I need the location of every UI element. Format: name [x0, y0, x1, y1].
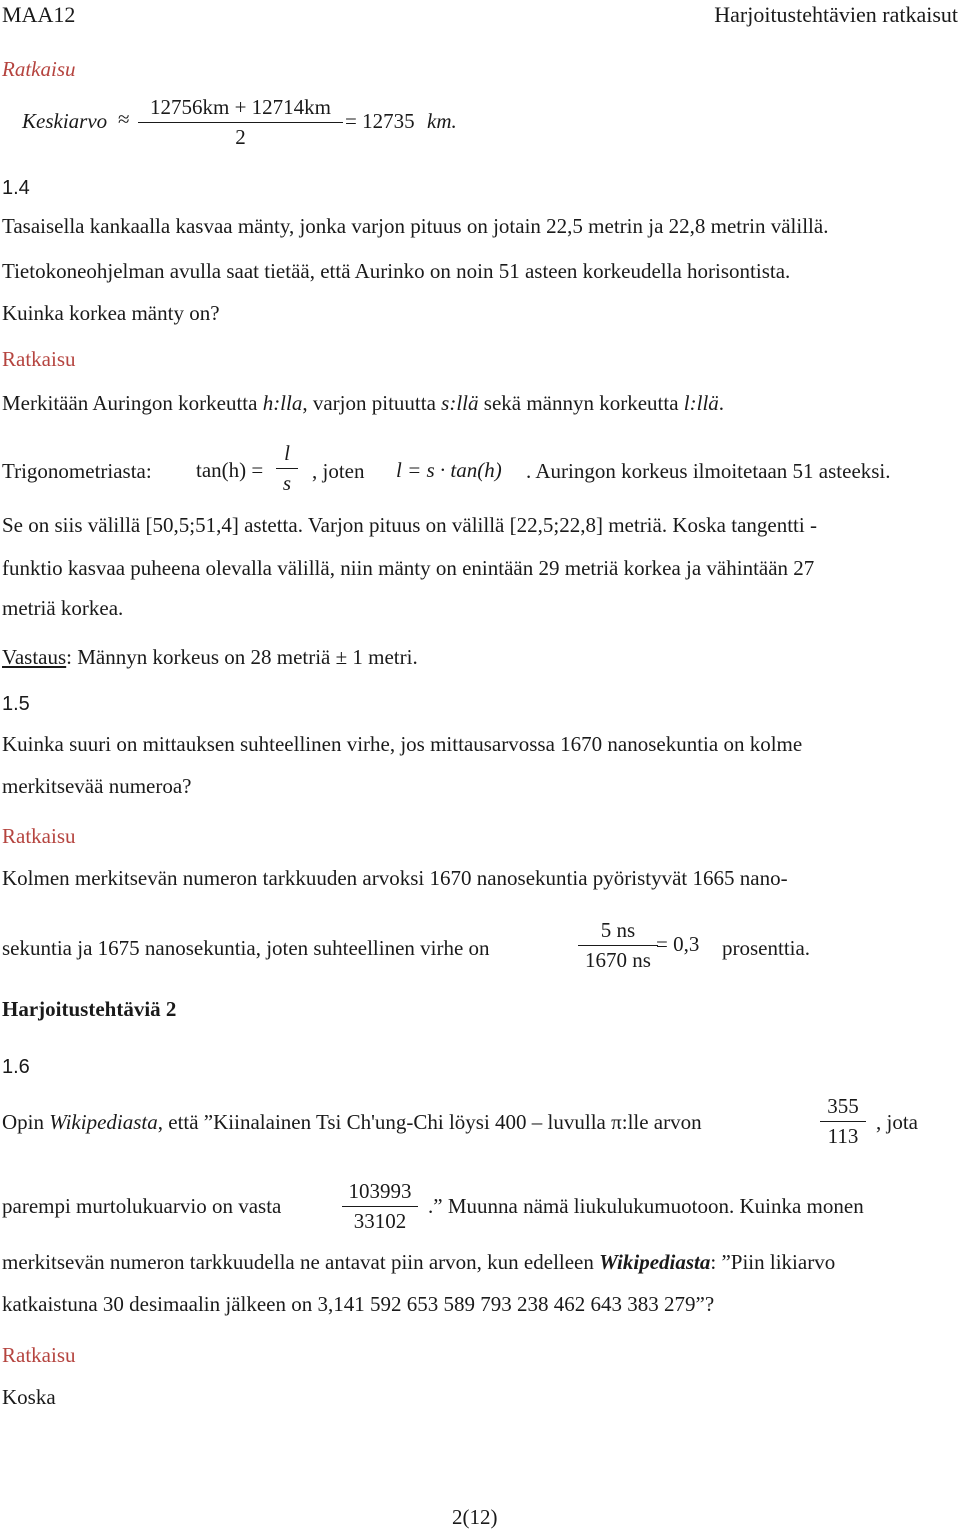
relative-error-result: = 0,3 [656, 932, 700, 956]
trig-label: Trigonometriasta: [2, 459, 152, 483]
mean-unit: km. [427, 109, 457, 133]
question-1-6-line3: merkitsevän numeron tarkkuudella ne antavat piin arvon, kun edelleen Wikipediasta: ”Piin likiarvo [2, 1250, 836, 1274]
ratkaisu-label-3: Ratkaisu [2, 824, 76, 848]
section-heading: Harjoitustehtäviä 2 [2, 997, 177, 1021]
header-right: Harjoitustehtävien ratkaisut [714, 2, 958, 27]
answer-line: Vastaus: Männyn korkeus on 28 metriä ± 1 metri. [2, 645, 418, 669]
question-1-6-line1-tail: , jota [876, 1110, 918, 1134]
relative-error-tail: prosenttia. [722, 936, 811, 960]
pi-fraction-1: 355 113 [820, 1094, 866, 1149]
exercise-number-1-5: 1.5 [2, 693, 30, 715]
question-1-5-line1: Kuinka suuri on mittauksen suhteellinen virhe, jos mittausarvossa 1670 nanosekuntia on kolme [2, 732, 803, 756]
ratkaisu-label-4: Ratkaisu [2, 1343, 76, 1367]
notation-line: Merkitään Auringon korkeutta h:lla, varjon pituutta s:llä sekä männyn korkeutta l:llä. [2, 391, 725, 415]
question-1-6-line2: parempi murtolukuarvio on vasta [2, 1194, 282, 1218]
joten-text: , joten [312, 459, 365, 483]
paragraph-line1: Se on siis välillä [50,5;51,4] astetta. Varjon pituus on välillä [22,5;22,8] metriä. Koska tangentti - [2, 513, 817, 537]
question-1-6-line1: Opin Wikipediasta, että ”Kiinalainen Tsi Ch'ung-Chi löysi 400 – luvulla π:lle arvon [2, 1110, 702, 1134]
question-1-4-line2: Tietokoneohjelman avulla saat tietää, että Aurinko on noin 51 asteen korkeudella horisontista. [2, 259, 791, 283]
approx-symbol: ≈ [118, 107, 130, 131]
header-left: MAA12 [2, 2, 76, 27]
fraction-bar [138, 122, 343, 123]
question-1-6-line4: katkaistuna 30 desimaalin jälkeen on 3,141 592 653 589 793 238 462 643 383 279”? [2, 1292, 715, 1316]
mean-result: = 12735 [345, 109, 415, 133]
relative-error-fraction: 5 ns 1670 ns [578, 918, 658, 973]
pi-fraction-2: 103993 33102 [342, 1179, 418, 1234]
page-number: 2(12) [452, 1505, 498, 1529]
question-1-4-line1: Tasaisella kankaalla kasvaa mänty, jonka varjon pituus on jotain 22,5 metrin ja 22,8 metrin välillä. [2, 214, 829, 238]
question-1-6-line2-tail: .” Muunna nämä liukulukumuotoon. Kuinka monen [428, 1194, 864, 1218]
exercise-number-1-4: 1.4 [2, 177, 30, 199]
ratkaisu-label-1: Ratkaisu [2, 57, 76, 81]
question-1-5-line2: merkitsevää numeroa? [2, 774, 192, 798]
tan-fraction: l s [276, 441, 298, 496]
paragraph-line2: funktio kasvaa puheena olevalla välillä, niin mänty on enintään 29 metriä korkea ja vähintään 27 [2, 556, 815, 580]
paragraph-line3: metriä korkea. [2, 596, 124, 620]
trig-tail: . Auringon korkeus ilmoitetaan 51 asteeksi. [526, 459, 891, 483]
vastaus-label: Vastaus [2, 645, 67, 669]
keskiarvo-label: Keskiarvo [22, 109, 108, 133]
solution-1-5-line2: sekuntia ja 1675 nanosekuntia, joten suhteellinen virhe on [2, 936, 490, 960]
mean-denominator: 2 [235, 125, 246, 150]
mean-fraction [138, 95, 343, 150]
question-1-4-line3: Kuinka korkea mänty on? [2, 301, 220, 325]
tan-equation-lhs: tan(h) = [196, 458, 264, 482]
mean-numerator: 12756km + 12714km [149, 95, 331, 119]
ratkaisu-label-2: Ratkaisu [2, 347, 76, 371]
tan-equation-2: l = s · tan(h) [396, 458, 502, 482]
exercise-number-1-6: 1.6 [2, 1056, 30, 1078]
solution-1-6-start: Koska [2, 1385, 56, 1409]
solution-1-5-line1: Kolmen merkitsevän numeron tarkkuuden arvoksi 1670 nanosekuntia pyöristyvät 1665 nano- [2, 866, 788, 890]
